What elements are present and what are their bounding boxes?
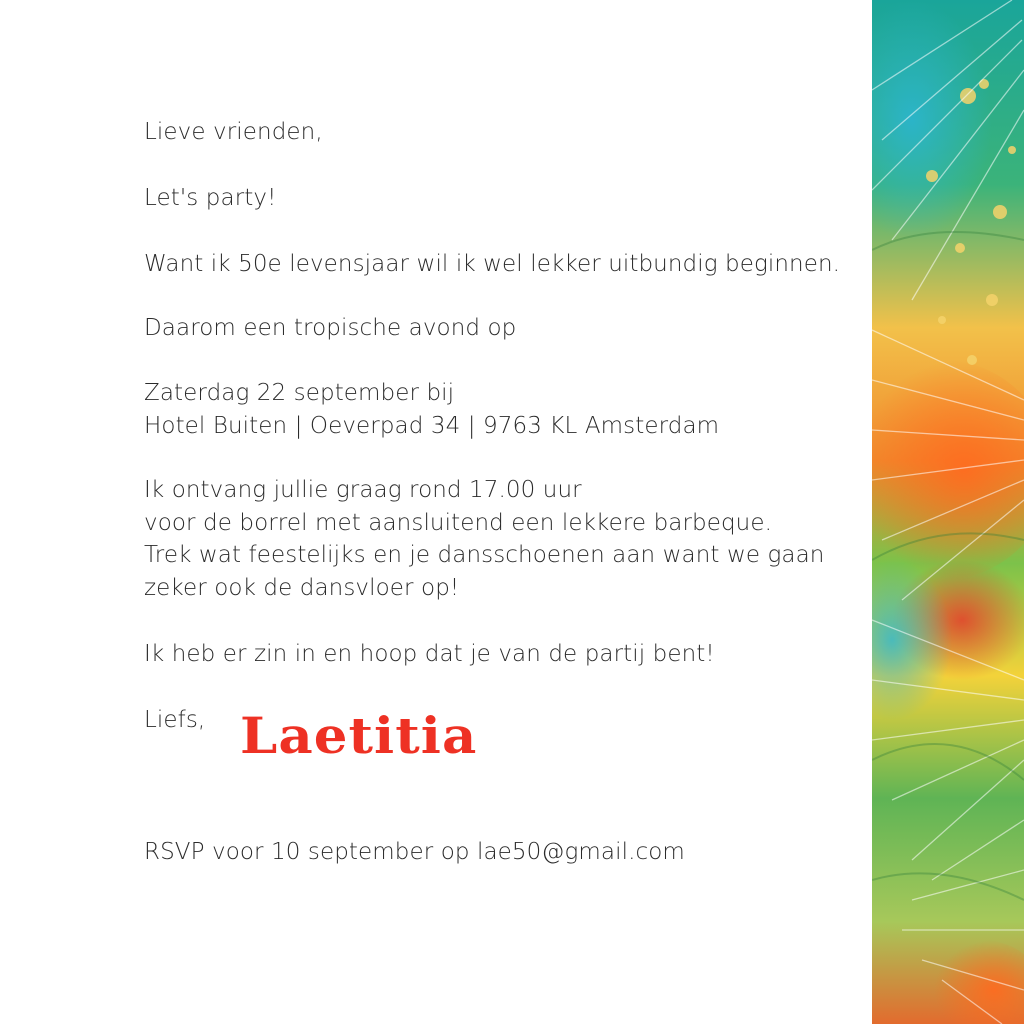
venue-text: Hotel Buiten | Oeverpad 34 | 9763 KL Amsterdam [144,413,720,439]
greeting-text: Lieve vrienden, [144,119,323,145]
lets-party-text: Let's party! [144,185,277,211]
welcome-text-line1: Ik ontvang jullie graag rond 17.00 uur [144,477,582,503]
tropical-leaves-image [872,0,1024,1024]
intro-text: Want ik 50e levensjaar wil ik wel lekker uitbundig beginnen. [144,251,841,277]
signature-name: Laetitia [240,706,478,765]
sign-off-text: Liefs, [144,707,206,733]
tropical-leaves-decoration [872,0,1024,1024]
tropical-evening-text: Daarom een tropische avond op [144,315,517,341]
rsvp-text: RSVP voor 10 september op lae50@gmail.com [144,839,685,865]
closing-wish-text: Ik heb er zin in en hoop dat je van de partij bent! [144,641,715,667]
dress-text-line1: Trek wat feestelijks en je dansschoenen aan want we gaan [144,542,825,568]
welcome-text-line2: voor de borrel met aansluitend een lekkere barbeque. [144,510,773,536]
dress-text-line2: zeker ook de dansvloer op! [144,575,460,601]
date-text: Zaterdag 22 september bij [144,380,455,406]
